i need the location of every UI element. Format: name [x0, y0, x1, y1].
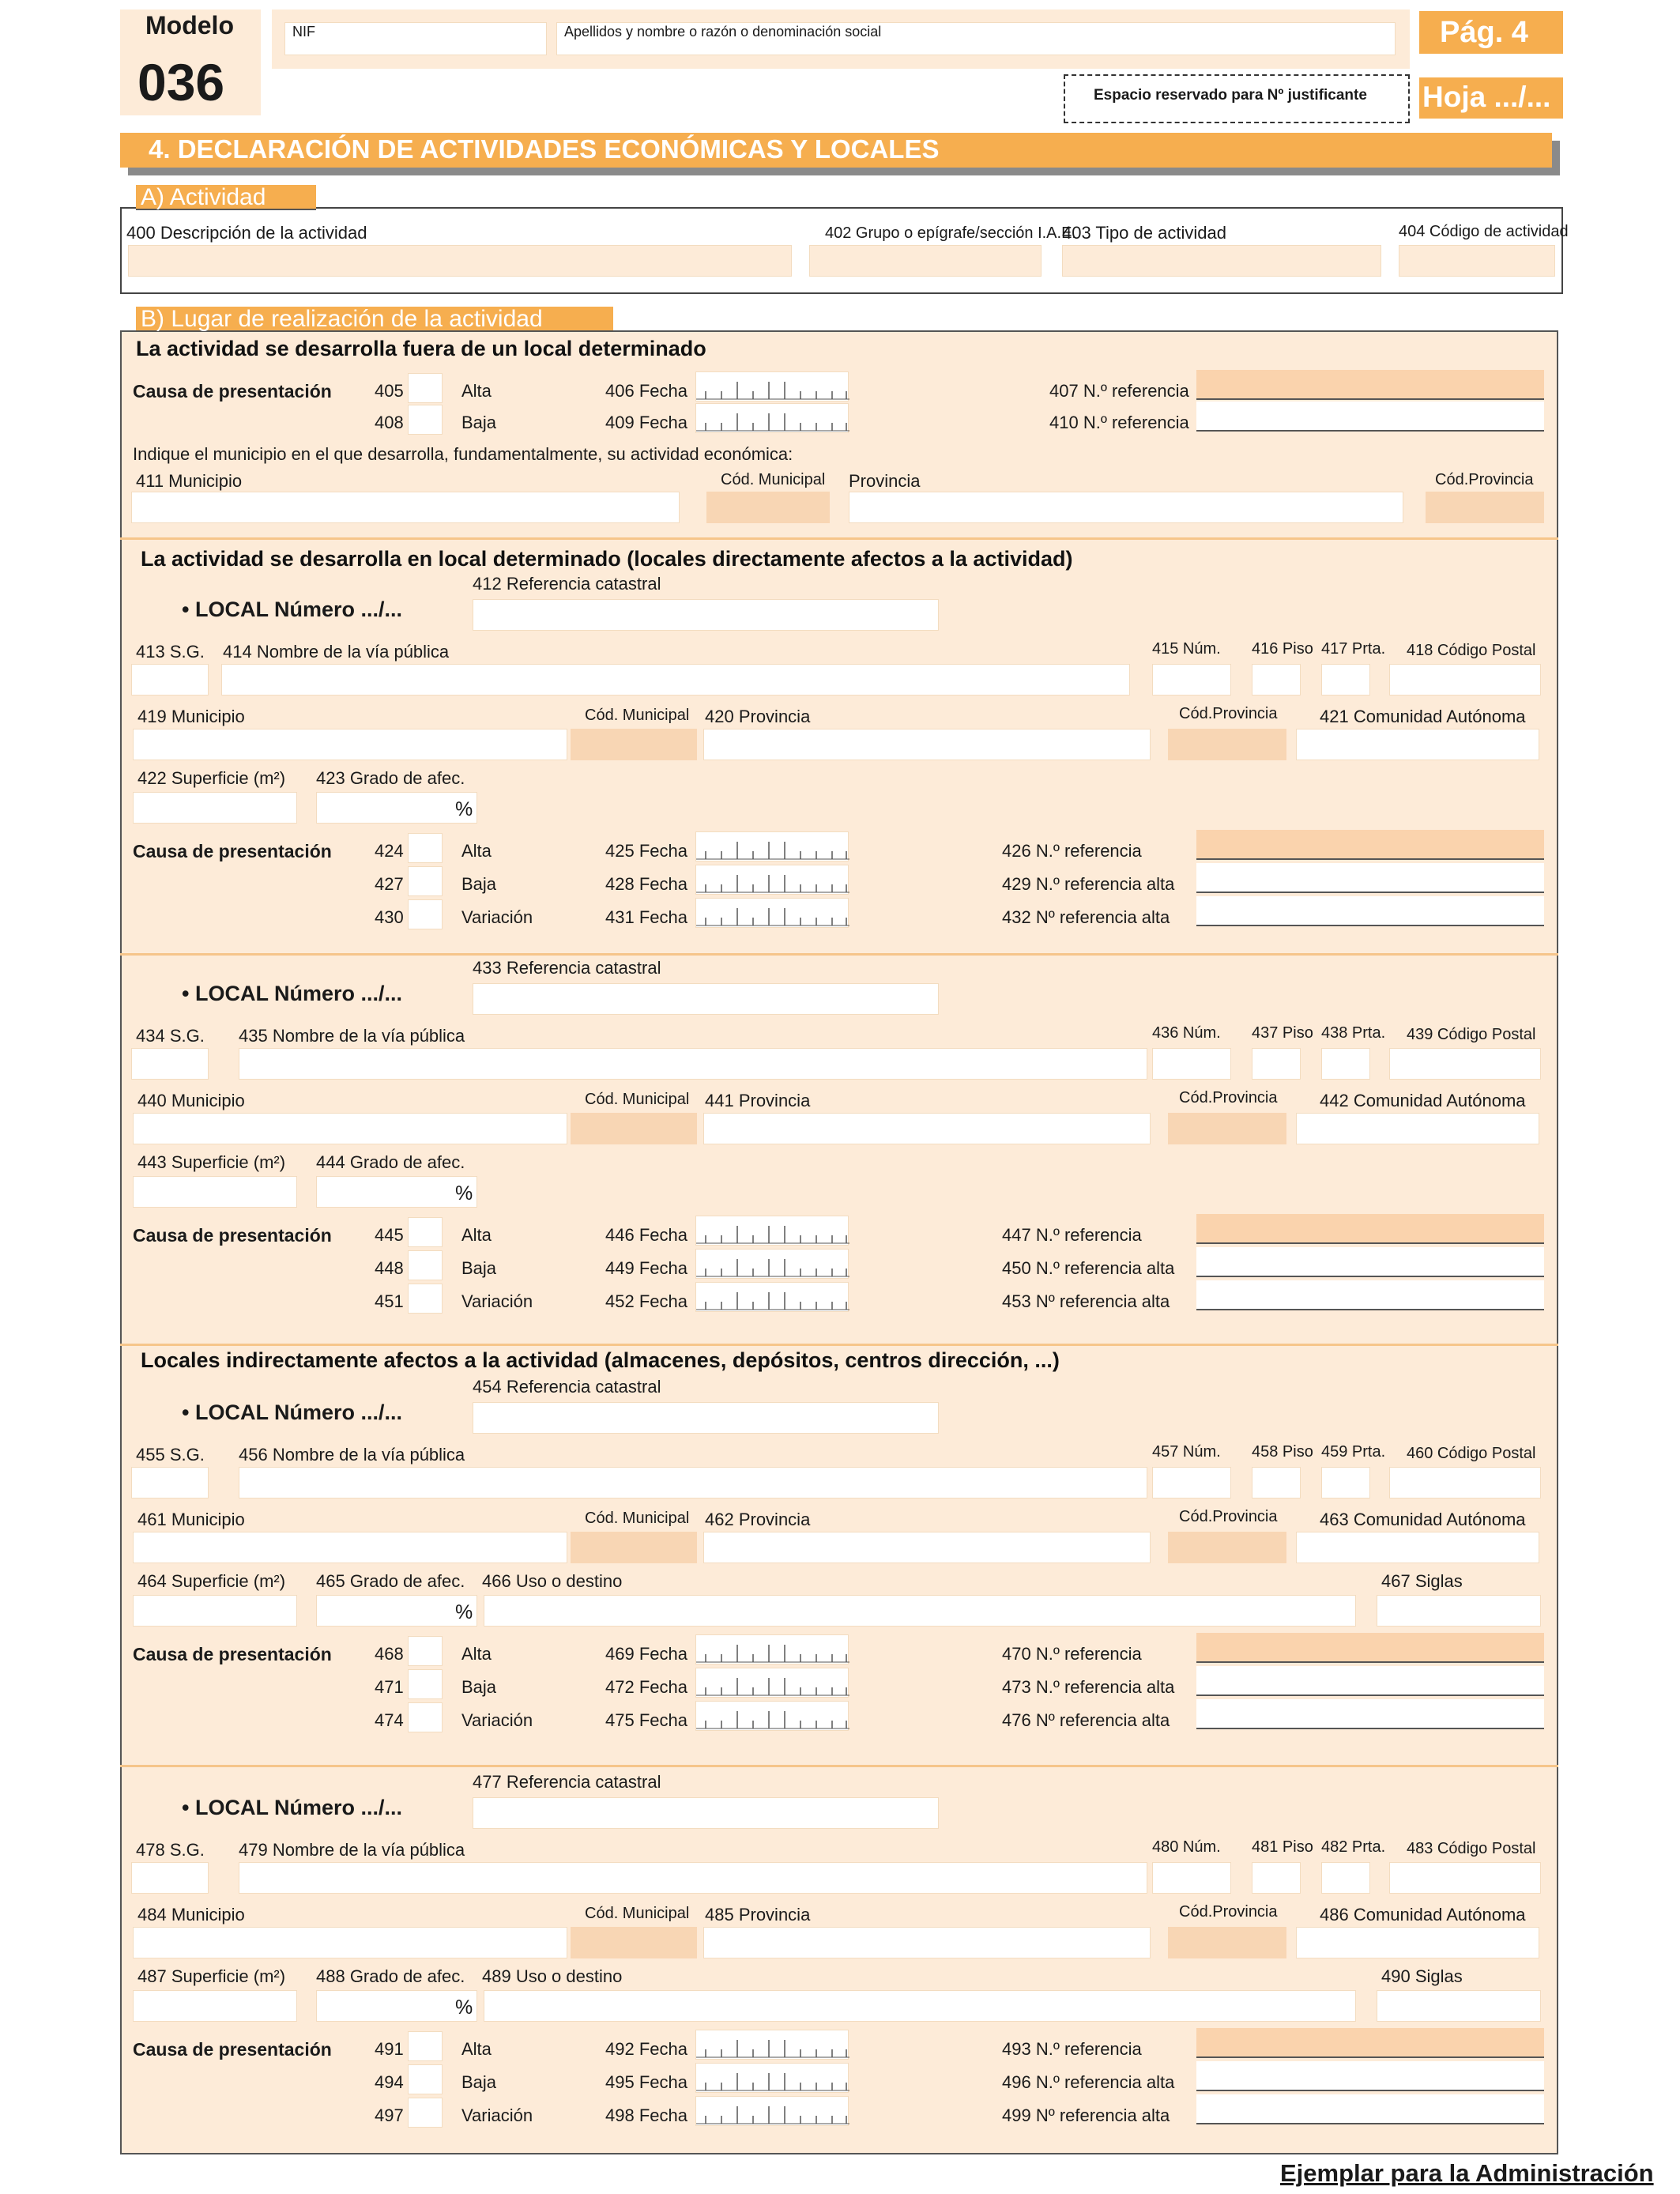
siglas-input[interactable] [1377, 1595, 1541, 1627]
f411-codmun-label: Cód. Municipal [721, 471, 826, 488]
ref-input[interactable] [1196, 863, 1544, 893]
f402-label: 402 Grupo o epígrafe/sección I.A.E. [825, 224, 1076, 242]
nombre-label: Apellidos y nombre o razón o denominación social [564, 24, 882, 40]
ca-label: 421 Comunidad Autónoma [1320, 707, 1526, 726]
prov-input[interactable] [703, 729, 1151, 760]
fecha-label: 475 Fecha [605, 1710, 687, 1730]
sg-label: 413 S.G. [136, 642, 205, 662]
page-title: 4. DECLARACIÓN DE ACTIVIDADES ECONÓMICAS Y LOCALES [149, 134, 940, 164]
prta-label: 417 Prta. [1321, 640, 1386, 658]
pct-label: % [455, 1996, 473, 2019]
ref-label: 447 N.º referencia [1002, 1225, 1142, 1245]
fecha-input[interactable] [695, 1634, 849, 1664]
fecha-input[interactable] [695, 2063, 849, 2093]
causa-text: Baja [461, 2072, 497, 2092]
codprov-input[interactable] [1168, 729, 1286, 760]
baja-408: Baja [461, 413, 497, 432]
via-label: 435 Nombre de la vía pública [239, 1026, 465, 1046]
ref-407[interactable] [1196, 370, 1544, 400]
ref-label: 499 Nº referencia alta [1002, 2105, 1170, 2125]
causa-label: Causa de presentación [133, 1644, 332, 1664]
divider-local-1 [120, 953, 1558, 956]
cp-input[interactable] [1389, 1862, 1541, 1894]
ref-label: 426 N.º referencia [1002, 841, 1142, 861]
local-numero: • LOCAL Número .../... [182, 1400, 402, 1424]
fecha-label: 498 Fecha [605, 2105, 687, 2125]
causa-label: Causa de presentación [133, 841, 332, 861]
n407: 407 N.º referencia [1049, 381, 1189, 401]
local-ref-label: 454 Referencia catastral [473, 1377, 661, 1397]
check-408[interactable] [408, 405, 443, 435]
fecha-label: 495 Fecha [605, 2072, 687, 2092]
prov-label: 485 Provincia [705, 1905, 811, 1924]
fecha-input[interactable] [695, 1216, 849, 1246]
cp-label: 483 Código Postal [1407, 1840, 1536, 1857]
sg-label: 455 S.G. [136, 1445, 205, 1465]
ca-input[interactable] [1296, 1113, 1539, 1144]
divider-local-3 [120, 1765, 1558, 1767]
ref-input[interactable] [1196, 2061, 1544, 2091]
causa-num: 468 [375, 1644, 404, 1664]
piso-input[interactable] [1252, 1862, 1301, 1894]
sg-input[interactable] [131, 1048, 209, 1080]
ref-input[interactable] [1196, 2094, 1544, 2124]
cp-input[interactable] [1389, 1048, 1541, 1080]
num-input[interactable] [1152, 1048, 1231, 1080]
local-ref-input[interactable] [473, 599, 939, 631]
causa-num: 491 [375, 2039, 404, 2059]
causa-num: 424 [375, 841, 404, 861]
num-label: 480 Núm. [1152, 1838, 1221, 1856]
fecha-label: 431 Fecha [605, 907, 687, 927]
f411-prov-label: Provincia [849, 471, 921, 491]
causa-text: Alta [461, 841, 492, 861]
causa-text: Baja [461, 874, 497, 894]
n405: 405 [375, 381, 404, 401]
causa-num: 448 [375, 1258, 404, 1278]
divider-1 [120, 537, 1558, 540]
causa-text: Variación [461, 1710, 533, 1730]
ref-input[interactable] [1196, 1666, 1544, 1696]
n406: 406 Fecha [605, 381, 687, 401]
grado-input[interactable] [316, 1176, 477, 1208]
grado-input[interactable] [316, 1990, 477, 2022]
num-input[interactable] [1152, 1862, 1231, 1894]
cp-input[interactable] [1389, 1467, 1541, 1498]
local-indir-title: Locales indirectamente afectos a la actividad (almacenes, depósitos, centros dirección, ...) [141, 1348, 1060, 1372]
causa-text: Alta [461, 1644, 492, 1664]
ref-input[interactable] [1196, 1699, 1544, 1729]
fecha-input[interactable] [695, 1249, 849, 1279]
municipio-input[interactable] [131, 492, 680, 523]
f403-label: 403 Tipo de actividad [1062, 223, 1226, 243]
mun-label: 419 Municipio [137, 707, 245, 726]
nif-label: NIF [292, 24, 315, 40]
siglas-input[interactable] [1377, 1990, 1541, 2022]
f404-input[interactable] [1399, 245, 1555, 277]
causa-check[interactable] [408, 2031, 443, 2061]
ref-label: 432 Nº referencia alta [1002, 907, 1170, 927]
codprov-label: Cód.Provincia [1179, 705, 1278, 722]
causa-text: Alta [461, 2039, 492, 2059]
sup-label: 464 Superficie (m²) [137, 1571, 286, 1591]
fecha-label: 425 Fecha [605, 841, 687, 861]
fecha-label: 428 Fecha [605, 874, 687, 894]
local-numero: • LOCAL Número .../... [182, 598, 402, 621]
sg-input[interactable] [131, 664, 209, 696]
sg-input[interactable] [131, 1467, 209, 1498]
cp-label: 439 Código Postal [1407, 1026, 1536, 1043]
via-input[interactable] [239, 1048, 1147, 1080]
local-ref-label: 412 Referencia catastral [473, 574, 661, 594]
ref-label: 429 N.º referencia alta [1002, 874, 1175, 894]
via-label: 456 Nombre de la vía pública [239, 1445, 465, 1465]
mun-label: 484 Municipio [137, 1905, 245, 1924]
n410: 410 N.º referencia [1049, 413, 1189, 432]
fecha-input[interactable] [695, 1282, 849, 1312]
ref-input[interactable] [1196, 1247, 1544, 1277]
causa-label: Causa de presentación [133, 2039, 332, 2060]
prov-input[interactable] [703, 1113, 1151, 1144]
prta-input[interactable] [1321, 664, 1370, 696]
codmun-label: Cód. Municipal [585, 1091, 690, 1108]
ref-input[interactable] [1196, 896, 1544, 926]
sup-input[interactable] [133, 1176, 297, 1208]
local-ref-input[interactable] [473, 983, 939, 1015]
via-input[interactable] [239, 1862, 1147, 1894]
causa-check[interactable] [408, 1250, 443, 1280]
prov-label: 462 Provincia [705, 1510, 811, 1529]
local-ref-label: 477 Referencia catastral [473, 1772, 661, 1792]
causa-check[interactable] [408, 899, 443, 929]
cp-label: 460 Código Postal [1407, 1445, 1536, 1462]
modelo-number: 036 [137, 53, 225, 111]
causa-check[interactable] [408, 833, 443, 863]
sup-input[interactable] [133, 1990, 297, 2022]
pag-label: Pág. 4 [1440, 16, 1528, 49]
piso-label: 458 Piso [1252, 1443, 1313, 1461]
fecha-input[interactable] [695, 2096, 849, 2126]
footer-text: Ejemplar para la Administración [1280, 2159, 1654, 2187]
fecha-input[interactable] [695, 1668, 849, 1698]
tab-actividad: A) Actividad [136, 185, 316, 210]
uso-label: 489 Uso o destino [482, 1966, 623, 1986]
local-ref-input[interactable] [473, 1402, 939, 1434]
piso-input[interactable] [1252, 1048, 1301, 1080]
fecha-input[interactable] [695, 831, 849, 861]
check-405[interactable] [408, 373, 443, 403]
causa-check[interactable] [408, 1284, 443, 1314]
tab-lugar: B) Lugar de realización de la actividad [136, 307, 613, 332]
sup-label: 487 Superficie (m²) [137, 1966, 286, 1986]
mun-input[interactable] [133, 729, 567, 760]
codmun-label: Cód. Municipal [585, 1905, 690, 1922]
causa-num: 430 [375, 907, 404, 927]
causa-text: Variación [461, 907, 533, 927]
codprov-input[interactable] [1426, 492, 1544, 523]
pct-label: % [455, 1182, 473, 1204]
piso-input[interactable] [1252, 664, 1301, 696]
codprov-input[interactable] [1168, 1532, 1286, 1563]
grado-label: 488 Grado de afec. [316, 1966, 465, 1986]
uso-label: 466 Uso o destino [482, 1571, 623, 1591]
prta-input[interactable] [1321, 1048, 1370, 1080]
pct-label: % [455, 798, 473, 820]
codprov-label: Cód.Provincia [1179, 1089, 1278, 1106]
fecha-label: 472 Fecha [605, 1677, 687, 1697]
nif-input[interactable] [284, 22, 547, 55]
local-numero: • LOCAL Número .../... [182, 1796, 402, 1819]
modelo-label: Modelo [145, 11, 234, 40]
ca-label: 463 Comunidad Autónoma [1320, 1510, 1526, 1529]
codmun-input[interactable] [706, 492, 830, 523]
prov-input[interactable] [703, 1532, 1151, 1563]
f403-input[interactable] [1062, 245, 1381, 277]
alta-405: Alta [461, 381, 492, 401]
date-406[interactable] [695, 371, 849, 401]
f411-codprov-label: Cód.Provincia [1435, 471, 1534, 488]
codprov-label: Cód.Provincia [1179, 1903, 1278, 1921]
causa-num: 445 [375, 1225, 404, 1245]
causa-num: 494 [375, 2072, 404, 2092]
via-label: 479 Nombre de la vía pública [239, 1840, 465, 1860]
via-input[interactable] [221, 664, 1130, 696]
ca-input[interactable] [1296, 1927, 1539, 1958]
fecha-label: 492 Fecha [605, 2039, 687, 2059]
prta-label: 482 Prta. [1321, 1838, 1386, 1856]
codmun-label: Cód. Municipal [585, 1510, 690, 1527]
ca-input[interactable] [1296, 729, 1539, 760]
via-input[interactable] [239, 1467, 1147, 1498]
causa-num: 471 [375, 1677, 404, 1697]
indique-text: Indique el municipio en el que desarrolla, fundamentalmente, su actividad económica: [133, 444, 793, 464]
fecha-label: 452 Fecha [605, 1291, 687, 1311]
codmun-label: Cód. Municipal [585, 707, 690, 724]
ca-input[interactable] [1296, 1532, 1539, 1563]
sup-input[interactable] [133, 1595, 297, 1627]
mun-input[interactable] [133, 1532, 567, 1563]
causa-check[interactable] [408, 1669, 443, 1699]
ref-label: 453 Nº referencia alta [1002, 1291, 1170, 1311]
mun-input[interactable] [133, 1113, 567, 1144]
sup-input[interactable] [133, 792, 297, 824]
ref-label: 470 N.º referencia [1002, 1644, 1142, 1664]
cp-input[interactable] [1389, 664, 1541, 696]
local-numero: • LOCAL Número .../... [182, 982, 402, 1005]
uso-input[interactable] [484, 1990, 1356, 2022]
grado-label: 465 Grado de afec. [316, 1571, 465, 1591]
ref-label: 493 N.º referencia [1002, 2039, 1142, 2059]
reservado-label: Espacio reservado para Nº justificante [1094, 87, 1367, 104]
provincia-input[interactable] [849, 492, 1403, 523]
cp-label: 418 Código Postal [1407, 642, 1536, 659]
causa-label: Causa de presentación [133, 1225, 332, 1246]
causa-num: 497 [375, 2105, 404, 2125]
causa-check[interactable] [408, 866, 443, 896]
mun-label: 440 Municipio [137, 1091, 245, 1110]
prov-label: 441 Provincia [705, 1091, 811, 1110]
causa-check[interactable] [408, 1702, 443, 1732]
sg-label: 478 S.G. [136, 1840, 205, 1860]
causa-text: Baja [461, 1258, 497, 1278]
local-ref-label: 433 Referencia catastral [473, 958, 661, 978]
prta-input[interactable] [1321, 1467, 1370, 1498]
local-ref-input[interactable] [473, 1797, 939, 1829]
uso-input[interactable] [484, 1595, 1356, 1627]
num-input[interactable] [1152, 664, 1231, 696]
ca-label: 442 Comunidad Autónoma [1320, 1091, 1526, 1110]
ref-input[interactable] [1196, 2028, 1544, 2058]
causa-check[interactable] [408, 1217, 443, 1247]
hoja-label: Hoja .../... [1422, 81, 1551, 113]
prov-input[interactable] [703, 1927, 1151, 1958]
ref-label: 473 N.º referencia alta [1002, 1677, 1175, 1697]
fuera-causa: Causa de presentación [133, 381, 332, 401]
mun-input[interactable] [133, 1927, 567, 1958]
local-det-title: La actividad se desarrolla en local determinado (locales directamente afectos a la actividad) [141, 547, 1073, 571]
f400-input[interactable] [128, 245, 792, 277]
f402-input[interactable] [809, 245, 1042, 277]
sup-label: 443 Superficie (m²) [137, 1152, 286, 1172]
ca-label: 486 Comunidad Autónoma [1320, 1905, 1526, 1924]
f404-label: 404 Código de actividad [1399, 223, 1569, 240]
fecha-input[interactable] [695, 898, 849, 928]
divider-3 [120, 1344, 1558, 1346]
mun-label: 461 Municipio [137, 1510, 245, 1529]
grado-input[interactable] [316, 792, 477, 824]
ref-label: 450 N.º referencia alta [1002, 1258, 1175, 1278]
codmun-input[interactable] [571, 1927, 697, 1958]
causa-check[interactable] [408, 2064, 443, 2094]
num-label: 415 Núm. [1152, 640, 1221, 658]
prta-input[interactable] [1321, 1862, 1370, 1894]
codprov-input[interactable] [1168, 1113, 1286, 1144]
n409: 409 Fecha [605, 413, 687, 432]
prta-label: 459 Prta. [1321, 1443, 1386, 1461]
ref-input[interactable] [1196, 1633, 1544, 1663]
causa-text: Variación [461, 1291, 533, 1311]
fuera-title: La actividad se desarrolla fuera de un local determinado [136, 337, 706, 360]
ref-label: 496 N.º referencia alta [1002, 2072, 1175, 2092]
causa-check[interactable] [408, 2098, 443, 2128]
f411-label: 411 Municipio [136, 471, 243, 491]
num-label: 436 Núm. [1152, 1024, 1221, 1042]
siglas-label: 490 Siglas [1381, 1966, 1463, 1986]
causa-num: 427 [375, 874, 404, 894]
siglas-label: 467 Siglas [1381, 1571, 1463, 1591]
causa-text: Baja [461, 1677, 497, 1697]
causa-check[interactable] [408, 1636, 443, 1666]
causa-text: Variación [461, 2105, 533, 2125]
causa-num: 474 [375, 1710, 404, 1730]
grado-label: 423 Grado de afec. [316, 768, 465, 788]
fecha-label: 469 Fecha [605, 1644, 687, 1664]
codmun-input[interactable] [571, 1532, 697, 1563]
grado-input[interactable] [316, 1595, 477, 1627]
fecha-input[interactable] [695, 1701, 849, 1731]
grado-label: 444 Grado de afec. [316, 1152, 465, 1172]
ref-input[interactable] [1196, 830, 1544, 860]
pct-label: % [455, 1601, 473, 1623]
prov-label: 420 Provincia [705, 707, 811, 726]
codmun-input[interactable] [571, 729, 697, 760]
codprov-input[interactable] [1168, 1927, 1286, 1958]
causa-num: 451 [375, 1291, 404, 1311]
num-input[interactable] [1152, 1467, 1231, 1498]
fecha-input[interactable] [695, 2030, 849, 2060]
sup-label: 422 Superficie (m²) [137, 768, 286, 788]
fecha-label: 449 Fecha [605, 1258, 687, 1278]
f400-label: 400 Descripción de la actividad [126, 223, 367, 243]
causa-text: Alta [461, 1225, 492, 1245]
piso-label: 437 Piso [1252, 1024, 1313, 1042]
piso-label: 481 Piso [1252, 1838, 1313, 1856]
fecha-input[interactable] [695, 865, 849, 895]
ref-input[interactable] [1196, 1280, 1544, 1310]
prta-label: 438 Prta. [1321, 1024, 1386, 1042]
codmun-input[interactable] [571, 1113, 697, 1144]
fecha-label: 446 Fecha [605, 1225, 687, 1245]
date-409[interactable] [695, 403, 849, 433]
piso-label: 416 Piso [1252, 640, 1313, 658]
n408: 408 [375, 413, 404, 432]
ref-label: 476 Nº referencia alta [1002, 1710, 1170, 1730]
sg-input[interactable] [131, 1862, 209, 1894]
sg-label: 434 S.G. [136, 1026, 205, 1046]
piso-input[interactable] [1252, 1467, 1301, 1498]
ref-410[interactable] [1196, 401, 1544, 432]
ref-input[interactable] [1196, 1214, 1544, 1244]
via-label: 414 Nombre de la vía pública [223, 642, 450, 662]
codprov-label: Cód.Provincia [1179, 1508, 1278, 1525]
num-label: 457 Núm. [1152, 1443, 1221, 1461]
